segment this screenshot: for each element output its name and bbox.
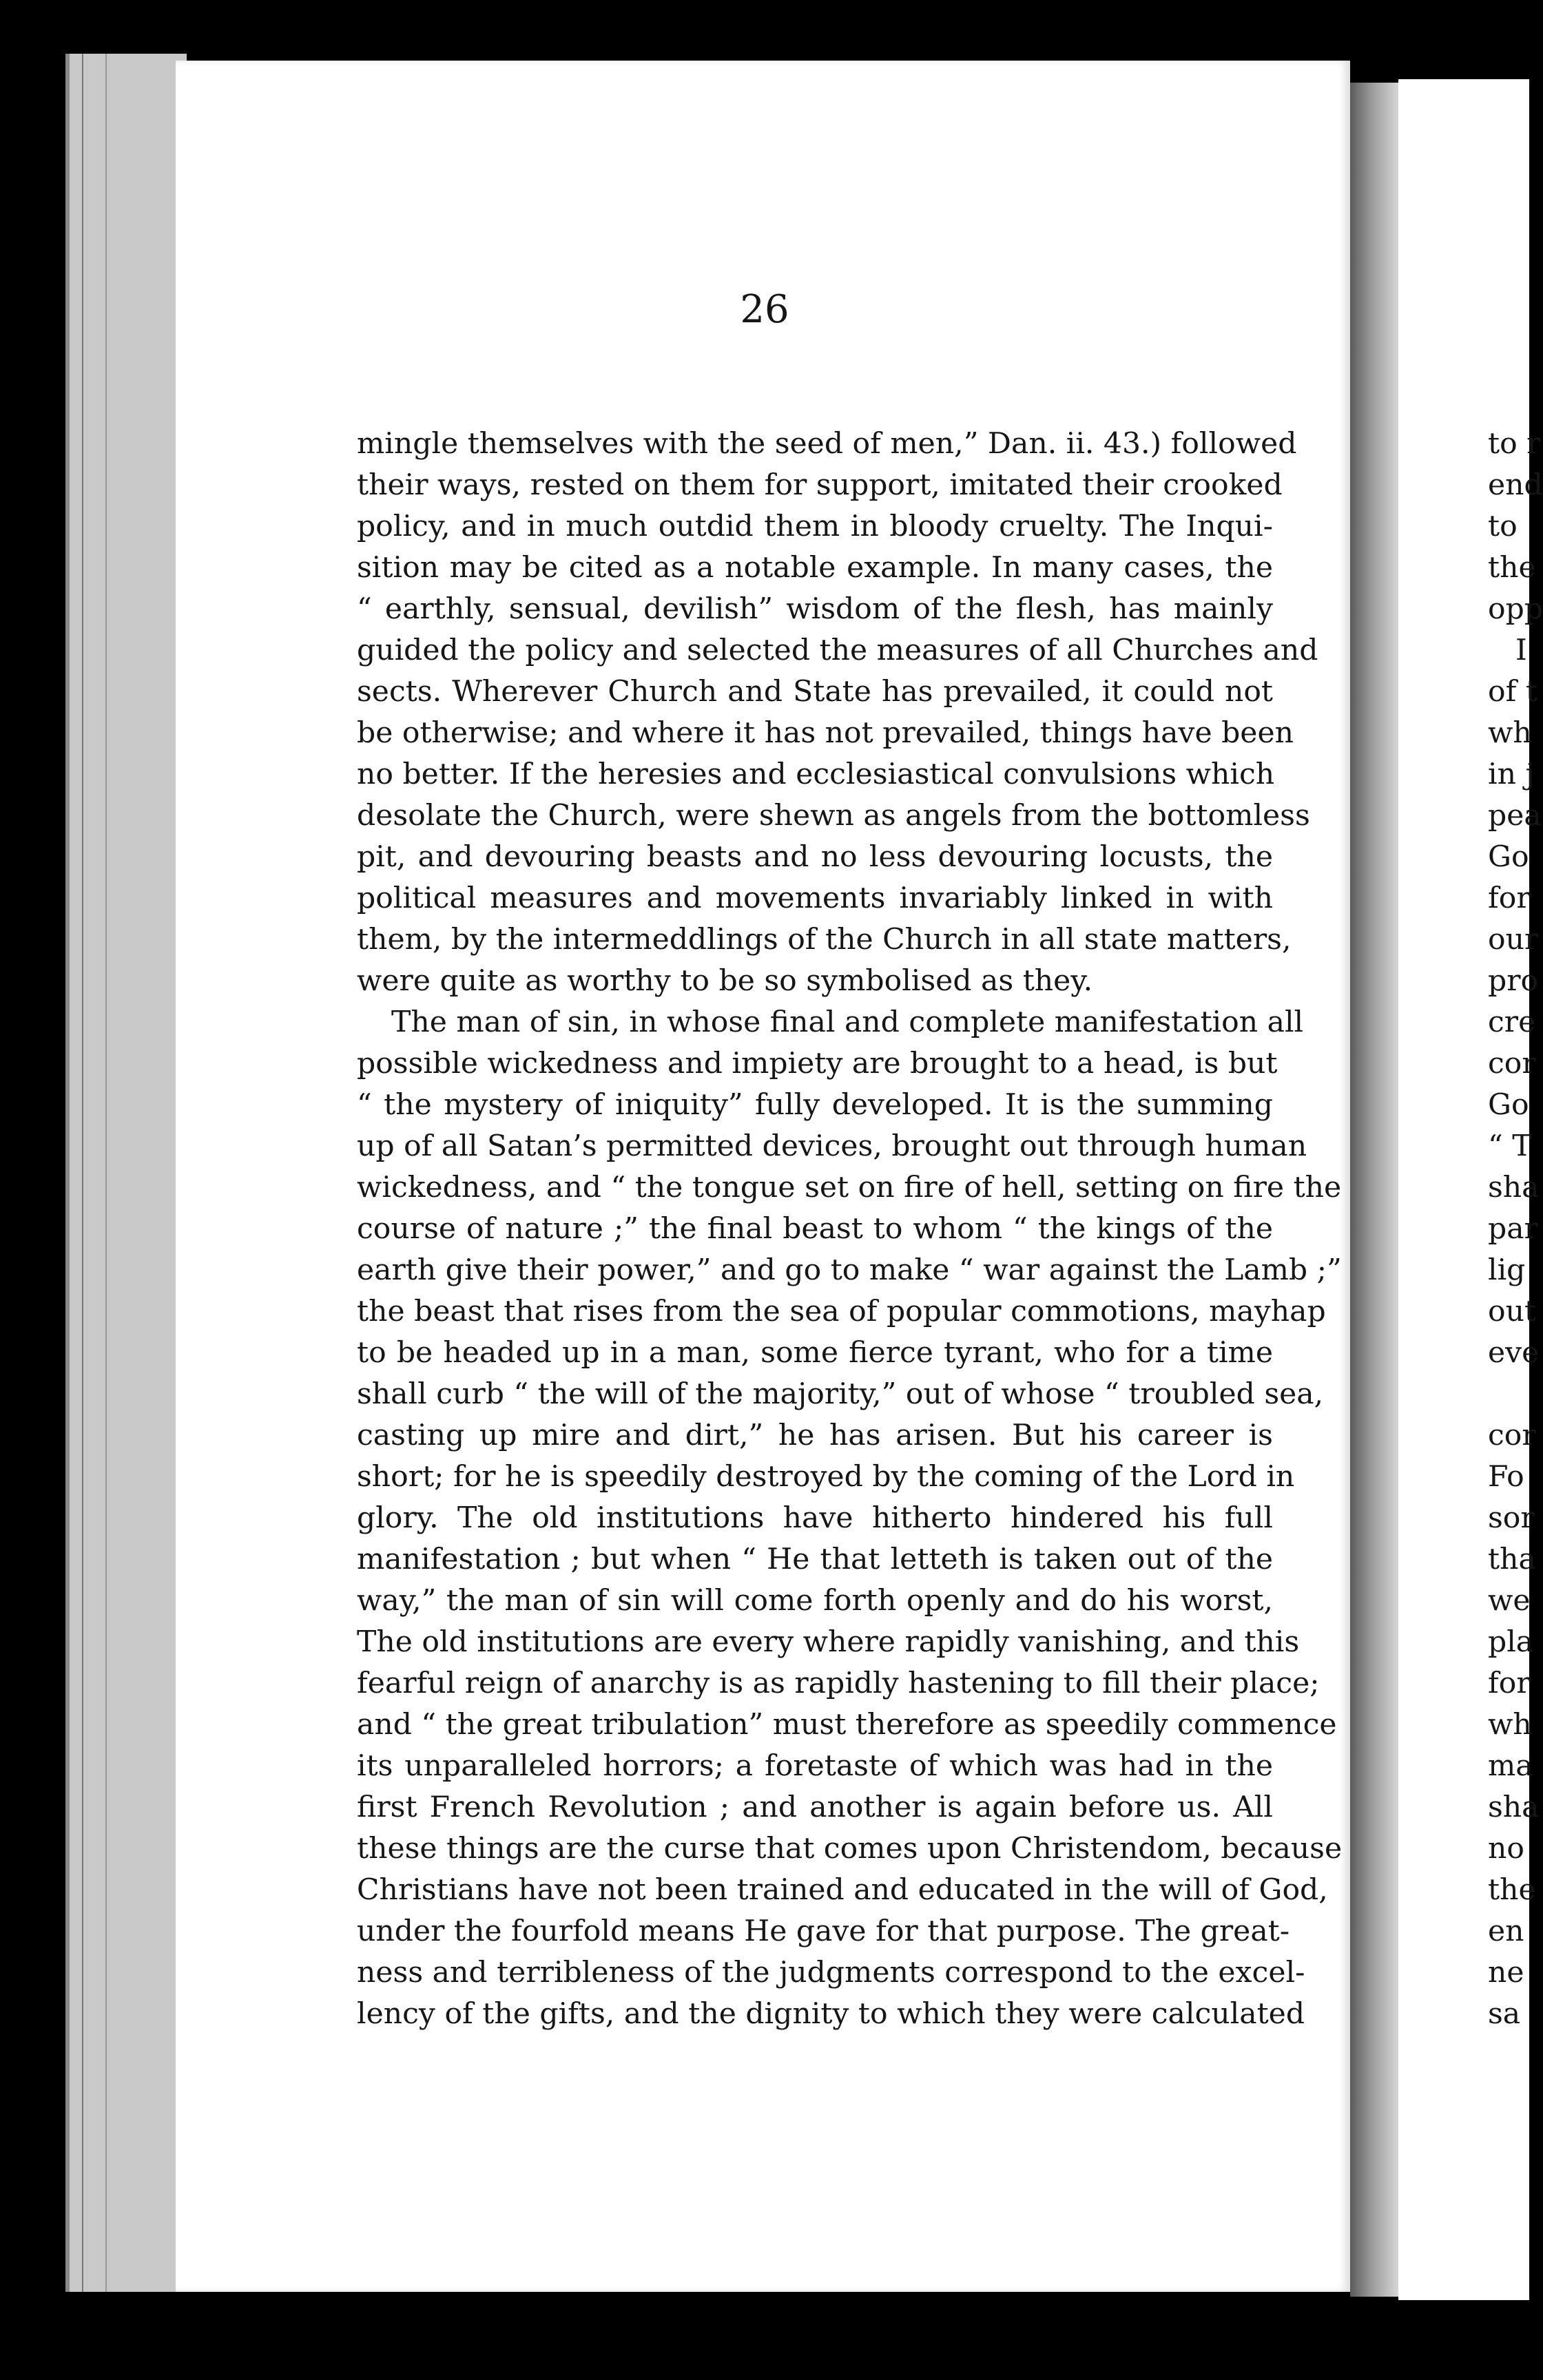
text-line: pit, and devouring beasts and no less devouring locusts, the bbox=[357, 840, 1273, 874]
facing-text-fragment: en bbox=[1488, 1914, 1524, 1948]
facing-text-fragment: in j bbox=[1488, 758, 1535, 791]
text-line: wickedness, and “ the tongue set on fire of hell, setting on fire the bbox=[357, 1171, 1342, 1204]
text-line: “ the mystery of iniquity” fully developed. It is the summing bbox=[357, 1088, 1273, 1122]
facing-text-fragment: end bbox=[1488, 468, 1543, 502]
text-line: glory. The old institutions have hitherto hindered his full bbox=[357, 1501, 1273, 1535]
text-line: the beast that rises from the sea of popular commotions, mayhap bbox=[357, 1295, 1326, 1328]
facing-text-fragment: no bbox=[1488, 1832, 1524, 1866]
text-line: sects. Wherever Church and State has prevailed, it could not bbox=[357, 675, 1273, 709]
facing-text-fragment: wh bbox=[1488, 1708, 1532, 1742]
facing-text-fragment: tha bbox=[1488, 1543, 1536, 1576]
text-line: were quite as worthy to be so symbolised as they. bbox=[357, 964, 1093, 998]
facing-text-fragment: par bbox=[1488, 1212, 1538, 1246]
facing-text-fragment: cre bbox=[1488, 1005, 1536, 1039]
facing-text-fragment: I bbox=[1515, 634, 1527, 667]
facing-text-fragment: the bbox=[1488, 1873, 1536, 1907]
facing-text-fragment: pea bbox=[1488, 799, 1542, 833]
facing-text-fragment: to bbox=[1488, 510, 1518, 543]
facing-text-fragment: Go bbox=[1488, 1088, 1529, 1122]
text-line: short; for he is speedily destroyed by the coming of the Lord in bbox=[357, 1460, 1295, 1494]
facing-text-fragment: ma bbox=[1488, 1749, 1533, 1783]
facing-text-fragment: sor bbox=[1488, 1501, 1535, 1535]
facing-text-fragment: wh bbox=[1488, 716, 1532, 750]
text-line: first French Revolution ; and another is again before us. All bbox=[357, 1791, 1273, 1824]
text-line: possible wickedness and impiety are brought to a head, is but bbox=[357, 1047, 1278, 1081]
text-line: its unparalleled horrors; a foretaste of which was had in the bbox=[357, 1749, 1273, 1783]
facing-text-fragment: to r bbox=[1488, 427, 1541, 461]
facing-text-fragment: ne bbox=[1488, 1956, 1524, 1990]
facing-text-fragment: for bbox=[1488, 881, 1531, 915]
text-line: them, by the intermeddlings of the Church in all state matters, bbox=[357, 923, 1292, 957]
facing-text-fragment: “ T bbox=[1488, 1129, 1532, 1163]
facing-text-fragment: the bbox=[1488, 551, 1536, 585]
text-line: sition may be cited as a notable example. In many cases, the bbox=[357, 551, 1273, 585]
text-line: these things are the curse that comes upon Christendom, because bbox=[357, 1832, 1343, 1866]
text-line: casting up mire and dirt,” he has arisen. But his career is bbox=[357, 1419, 1273, 1452]
text-line: fearful reign of anarchy is as rapidly hastening to fill their place; bbox=[357, 1667, 1320, 1700]
facing-text-fragment: Fo bbox=[1488, 1460, 1524, 1494]
text-line: The old institutions are every where rapidly vanishing, and this bbox=[357, 1625, 1300, 1659]
facing-text-fragment: eve bbox=[1488, 1336, 1540, 1370]
text-line: The man of sin, in whose final and complete manifestation all bbox=[391, 1005, 1304, 1039]
text-line: way,” the man of sin will come forth openly and do his worst, bbox=[357, 1584, 1273, 1618]
facing-text-fragment: pla bbox=[1488, 1625, 1534, 1659]
text-line: under the fourfold means He gave for that purpose. The great- bbox=[357, 1914, 1290, 1948]
book-gutter bbox=[1350, 83, 1398, 2297]
facing-text-fragment: sa bbox=[1488, 1997, 1521, 2031]
text-line: Christians have not been trained and educated in the will of God, bbox=[357, 1873, 1328, 1907]
facing-text-fragment: out bbox=[1488, 1295, 1537, 1328]
text-line: mingle themselves with the seed of men,” Dan. ii. 43.) followed bbox=[357, 427, 1297, 461]
text-line: “ earthly, sensual, devilish” wisdom of the flesh, has mainly bbox=[357, 592, 1273, 626]
text-line: guided the policy and selected the measures of all Churches and bbox=[357, 634, 1318, 667]
text-line: up of all Satan’s permitted devices, brought out through human bbox=[357, 1129, 1307, 1163]
text-line: no better. If the heresies and ecclesiastical convulsions which bbox=[357, 758, 1275, 791]
page-number: 26 bbox=[740, 287, 789, 332]
text-line: manifestation ; but when “ He that letteth is taken out of the bbox=[357, 1543, 1273, 1576]
facing-text-fragment: Go bbox=[1488, 840, 1529, 874]
facing-text-fragment: opp bbox=[1488, 592, 1543, 626]
facing-text-fragment: lig bbox=[1488, 1253, 1526, 1287]
text-line: shall curb “ the will of the majority,” out of whose “ troubled sea, bbox=[357, 1377, 1324, 1411]
text-line: to be headed up in a man, some fierce tyrant, who for a time bbox=[357, 1336, 1273, 1370]
text-line: and “ the great tribulation” must therefore as speedily commence bbox=[357, 1708, 1337, 1742]
facing-text-fragment: our bbox=[1488, 923, 1539, 957]
text-line: ness and terribleness of the judgments correspond to the excel- bbox=[357, 1956, 1305, 1990]
facing-text-fragment: sha bbox=[1488, 1791, 1540, 1824]
text-line: policy, and in much outdid them in bloody cruelty. The Inqui- bbox=[357, 510, 1273, 543]
facing-text-fragment: cor bbox=[1488, 1419, 1536, 1452]
text-line: course of nature ;” the final beast to whom “ the kings of the bbox=[357, 1212, 1273, 1246]
facing-text-fragment: of t bbox=[1488, 675, 1537, 709]
book-page-edges bbox=[65, 54, 187, 2292]
text-line: desolate the Church, were shewn as angels from the bottomless bbox=[357, 799, 1310, 833]
facing-text-fragment: for bbox=[1488, 1667, 1531, 1700]
text-line: political measures and movements invariably linked in with bbox=[357, 881, 1273, 915]
facing-text-fragment: cor bbox=[1488, 1047, 1536, 1081]
text-line: their ways, rested on them for support, imitated their crooked bbox=[357, 468, 1283, 502]
facing-text-fragment: sha bbox=[1488, 1171, 1540, 1204]
text-line: earth give their power,” and go to make “ war against the Lamb ;” bbox=[357, 1253, 1342, 1287]
facing-text-fragment: pro bbox=[1488, 964, 1539, 998]
text-line: lency of the gifts, and the dignity to which they were calculated bbox=[357, 1997, 1305, 2031]
facing-text-fragment: we bbox=[1488, 1584, 1531, 1618]
text-line: be otherwise; and where it has not prevailed, things have been bbox=[357, 716, 1294, 750]
